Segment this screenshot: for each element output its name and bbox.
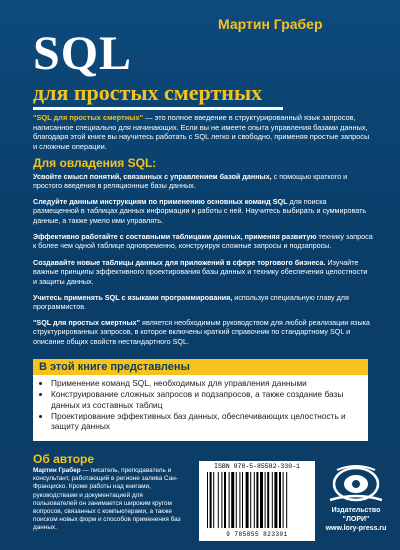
about-author-name: Мартин Грабер xyxy=(33,467,81,474)
intro-lead: "SQL для простых смертных" xyxy=(33,113,144,122)
publisher-info xyxy=(316,507,396,533)
about-heading: Об авторе xyxy=(33,452,95,466)
isbn-barcode-box xyxy=(199,461,315,541)
closing-text: является необходимым руководством для любой реализации языка структурированных запросов, в которое включены краткий справочник по стандартному SQL и описание общих свойств нестандартного SQL. xyxy=(33,318,370,346)
publisher-name: "ЛОРИ" xyxy=(342,515,370,523)
mastery-item-text: используя специальную главу для программистов. xyxy=(33,293,349,312)
intro-paragraph xyxy=(33,113,373,152)
barcode-icon xyxy=(205,472,309,530)
closing-paragraph xyxy=(33,318,373,346)
mastery-item xyxy=(33,172,373,191)
mastery-item-text: для поиска размещенной в таблицах данных информации и работы с ней. Научитесь выбирать и суммировать данные, а также умело ими управлять. xyxy=(33,197,367,225)
mastery-item-lead: Усвойте смысл понятий, связанных с управлением базой данных, xyxy=(33,172,272,181)
publisher-website: www.lory-press.ru xyxy=(325,524,387,532)
mastery-item-lead: Создавайте новые таблицы данных для приложений в сфере торгового бизнеса. xyxy=(33,258,326,267)
book-subtitle: для простых смертных xyxy=(33,80,263,105)
publisher-label: Издательство xyxy=(331,507,381,514)
features-list xyxy=(39,378,362,432)
features-list-item: • Конструирование сложных запросов и подзапросов, а также создание базы данных из составных таблиц xyxy=(51,389,362,410)
book-title: SQL xyxy=(33,27,133,80)
mastery-item xyxy=(33,258,373,286)
features-list-item: • Применение команд SQL, необходимых для управления данными xyxy=(51,378,362,388)
mastery-item-text: технику запроса к более чем одной таблице одновременно, конструируя сложные запросы и подзапросы. xyxy=(33,232,373,251)
about-author-bio: — писатель, преподаватель и консультант, работающий в регионе залива Сан-Франциско. Кроме работы над книгами, руководствами и документацией для пользователей он занимается широким кругом вопросов, связанных с компьютерами, а также поиском новых форм и способов применения баз данных. xyxy=(33,467,181,532)
mastery-item xyxy=(33,197,373,225)
about-author-text xyxy=(33,467,188,533)
mastery-item-text: Изучайте важные принципы эффективного проектирования базы данных и технику обеспечения целостности и защиты данных. xyxy=(33,258,368,286)
mastery-item-lead: Эффективно работайте с составными таблицами данных, применяя развитую xyxy=(33,232,317,241)
mastery-item-text: с помощью краткого и простого введения в реляционные базы данных. xyxy=(33,172,348,191)
closing-lead: "SQL для простых смертных" xyxy=(33,318,141,327)
author-name: Мартин Грабер xyxy=(218,16,323,32)
ean-number: 9 785855 823301 xyxy=(226,531,288,538)
mastery-item xyxy=(33,232,373,251)
mastery-item-lead: Следуйте данным инструкциям по применению основных команд SQL xyxy=(33,197,288,206)
isbn-label: ISBN 978-5-85582-330-1 xyxy=(214,463,300,470)
features-list-item: • Проектирование эффективных баз данных, обеспечивающих целостность и защиту данных xyxy=(51,411,362,432)
title-underline xyxy=(33,107,283,110)
intro-text: — это полное введение в структурированный язык запросов, написанное специально для начинающих. Если вы не имеете опыта управления базами данных, благодаря этой книге вы научитесь работать с SQL легко и свободно, применяя простые запросы и сложные операции. xyxy=(33,113,370,151)
mastery-item xyxy=(33,293,373,312)
mastery-item-lead: Учитесь применять SQL с языками программирования, xyxy=(33,293,233,302)
publisher-logo-icon xyxy=(325,464,387,506)
mastery-heading: Для овладения SQL: xyxy=(33,156,157,170)
features-box-heading: В этой книге представлены xyxy=(33,359,368,375)
features-box xyxy=(33,375,368,441)
